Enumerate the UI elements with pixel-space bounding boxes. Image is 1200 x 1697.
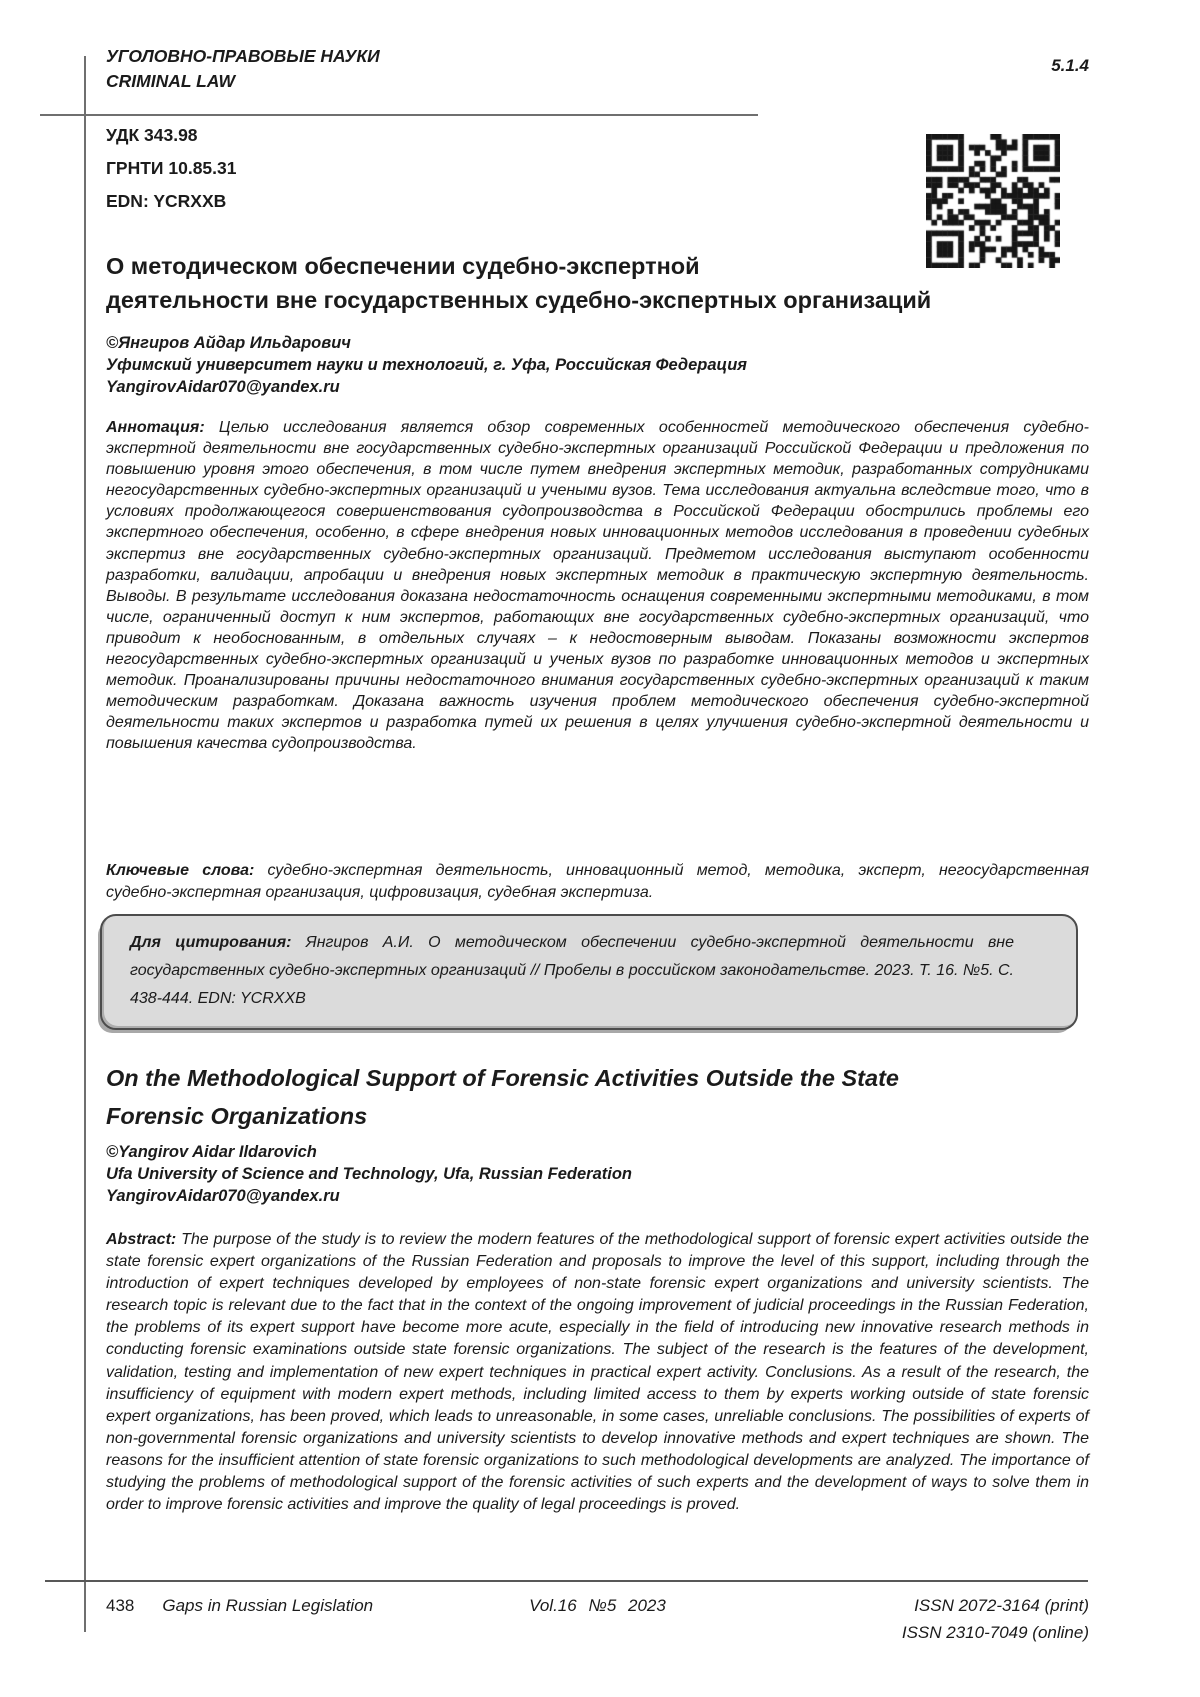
author-name-ru: ©Янгиров Айдар Ильдарович [106, 334, 351, 352]
author-email-en: YangirovAidar070@yandex.ru [106, 1187, 340, 1205]
author-affiliation-en: Ufa University of Science and Technology, Ufa, Russian Federation [106, 1165, 632, 1183]
footer [106, 1592, 1089, 1642]
left-margin-rule [84, 56, 86, 1632]
journal-name: Gaps in Russian Legislation [162, 1596, 374, 1615]
citation-label: Для цитирования: [130, 934, 292, 951]
footer-rule [45, 1580, 1088, 1582]
abstract-ru-label: Аннотация: [106, 419, 205, 436]
article-title-ru [106, 249, 1088, 317]
abstract-en-label: Abstract: [106, 1231, 177, 1248]
abstract-en [106, 1229, 1089, 1516]
keywords-ru-text: судебно-экспертная деятельность, инновационный метод, методика, эксперт, негосударственная судебно-экспертная организация, цифровизация, судебная экспертиза. [106, 862, 1090, 901]
issn-print: ISSN 2072-3164 (print) [914, 1596, 1089, 1615]
author-block-en [106, 1141, 632, 1207]
article-title-en-line2: Forensic Organizations [106, 1103, 368, 1129]
abstract-en-text: The purpose of the study is to review the modern features of the methodological support of forensic expert activities outside the state forensic expert organizations of the Russian Federation and proposals to improve the level of this support, including through the introduction of expert techniques developed by employees of non-state forensic expert organizations and university scientists. The research topic is relevant due to the fact that in the context of the ongoing improvement of judicial proceedings in the Russian Federation, the problems of its expert support have become more acute, especially in the field of introducing new innovative research methods in conducting forensic examinations outside state forensic organizations. The subject of the research is the features of the development, validation, testing and implementation of new expert techniques in practical expert activity. Conclusions. As a result of the research, the insufficiency of equipment with modern expert methods, including limited access to them by experts working outside of state forensic expert organizations, has been proved, which leads to unreasonable, in some cases, unreliable conclusions. The possibilities of experts of non-governmental forensic organizations and university scientists to develop innovative methods and expert techniques are shown. The reasons for the insufficient attention of state forensic organizations to such methodological developments are analyzed. The importance of studying the problems of methodological support of the forensic activities of such experts and the development of ways to solve them in order to improve forensic activities and improve the quality of legal proceedings is proved. [106, 1231, 1089, 1514]
grnti-code: ГРНТИ 10.85.31 [106, 158, 237, 178]
keywords-ru [106, 860, 1089, 903]
author-name-en: ©Yangirov Aidar Ildarovich [106, 1143, 317, 1161]
citation-text: Янгиров А.И. О методическом обеспечении судебно-экспертной деятельности вне государственных судебно-экспертных организаций // Пробелы в российском законодательстве. 2023. Т. 16. №5. С. 438-444. EDN: YCRXXB [130, 934, 1014, 1007]
udk-code: УДК 343.98 [106, 125, 198, 145]
author-block-ru [106, 332, 747, 398]
article-title-ru-line2: деятельности вне государственных судебно-экспертных организаций [106, 287, 932, 313]
header-rule [40, 114, 758, 116]
article-codes [106, 126, 236, 225]
article-title-ru-line1: О методическом обеспечении судебно-экспертной [106, 253, 700, 279]
article-title-en [106, 1059, 1088, 1135]
edn-code: EDN: YCRXXB [106, 191, 227, 211]
citation-box [100, 914, 1078, 1030]
keywords-ru-label: Ключевые слова: [106, 862, 255, 879]
volume-issue: Vol.16 №5 2023 [529, 1596, 666, 1615]
issn-online: ISSN 2310-7049 (online) [901, 1623, 1089, 1642]
abstract-ru [106, 417, 1089, 755]
rubric-en: CRIMINAL LAW [106, 71, 235, 91]
abstract-ru-text: Целью исследования является обзор современных особенностей методического обеспечения судебно-экспертной деятельности вне государственных судебно-экспертных организаций Российской Федерации и предложения по повышению уровня этого обеспечения, в том числе путем внедрения экспертных методик, разработанных сотрудниками негосударственных судебно-экспертных организаций и учеными вузов. Тема исследования актуальна вследствие того, что в условиях продолжающегося совершенствования судопроизводства в Российской Федерации обострились проблемы его экспертного обеспечения, особенно, в сфере внедрения новых инновационных методов исследования в проведении судебных экспертиз вне государственных судебно-экспертных организаций. Предметом исследования выступают особенности разработки, валидации, апробации и внедрения новых экспертных методик в практическую экспертную деятельность. Выводы. В результате исследования доказана недостаточность оснащения современными экспертными методиками, в том числе, ограниченный доступ к ним экспертов, работающих вне государственных судебно-экспертных организаций, что приводит к необоснованным, в отдельных случаях – к недостоверным выводам. Показаны возможности экспертов негосударственных судебно-экспертных организаций и ученых вузов по разработке инновационных методов и экспертных методик. Проанализированы причины недостаточного внимания государственных судебно-экспертных организаций к таким методическим разработкам. Доказана важность изучения проблем методического обеспечения судебно-экспертной деятельности таких экспертов и разработка путей их решения в целях улучшения судебно-экспертной деятельности и повышения качества судопроизводства. [106, 419, 1089, 753]
rubric-ru: УГОЛОВНО-ПРАВОВЫЕ НАУКИ [106, 46, 380, 66]
specialty-code: 5.1.4 [1051, 56, 1089, 75]
footer-issn [902, 1592, 1089, 1646]
author-email-ru: YangirovAidar070@yandex.ru [106, 378, 340, 396]
article-title-en-line1: On the Methodological Support of Forensic Activities Outside the State [106, 1065, 899, 1091]
qr-code [926, 134, 1060, 268]
author-affiliation-ru: Уфимский университет науки и технологий, г. Уфа, Российская Федерация [106, 356, 748, 374]
page-number: 438 [106, 1596, 135, 1615]
